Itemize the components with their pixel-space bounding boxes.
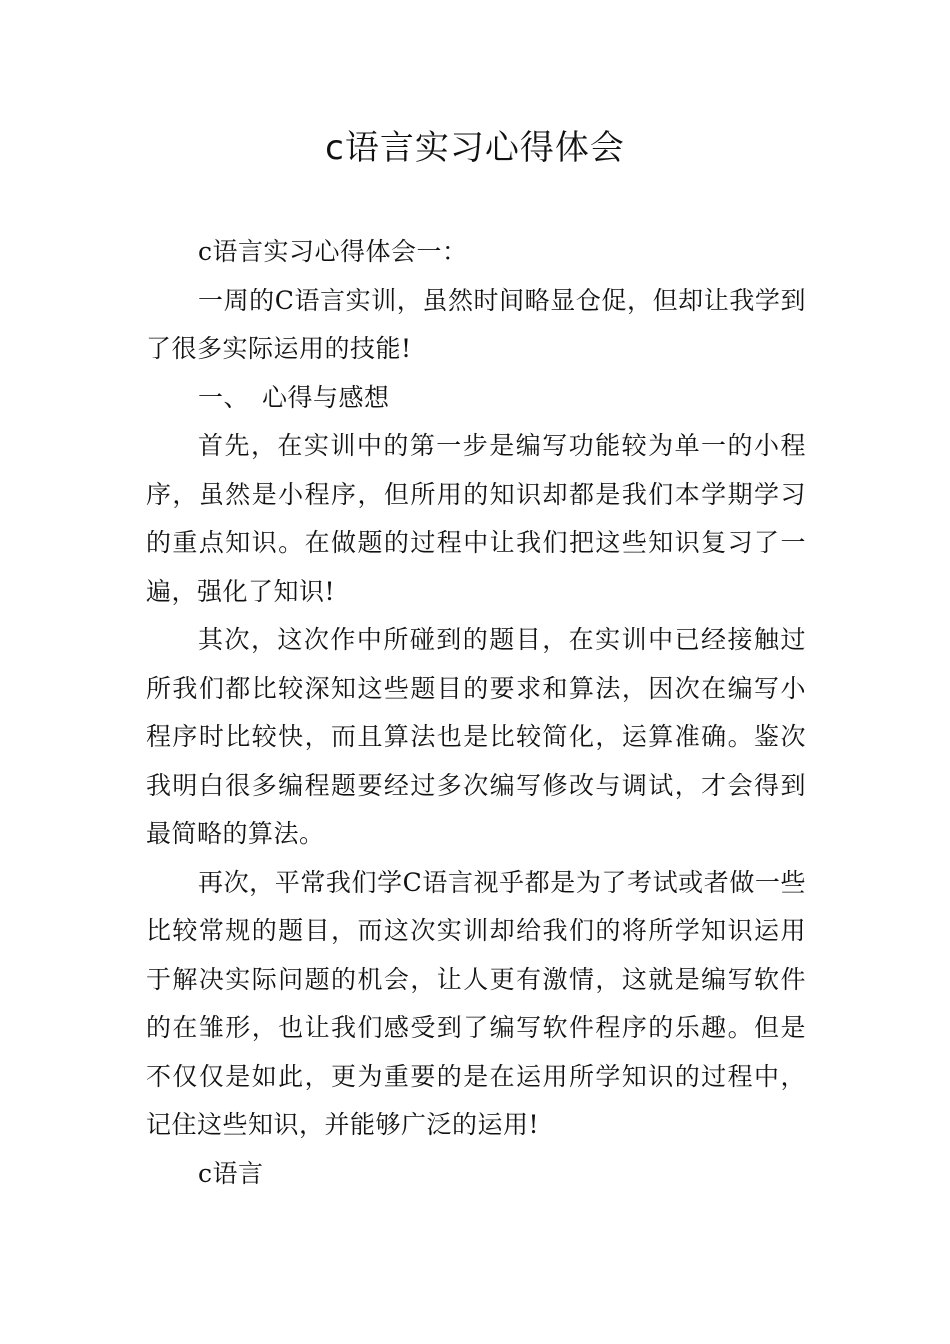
document-body	[146, 228, 806, 1198]
paragraph-trailing: c语言	[198, 1158, 264, 1188]
section-heading-text: 心得与感想	[262, 382, 390, 412]
paragraph-first: 首先，在实训中的第一步是编写功能较为单一的小程序，虽然是小程序，但所用的知识却都是我们本学期学习的重点知识。在做题的过程中让我们把这些知识复习了一遍，强化了知识!	[146, 431, 806, 606]
paragraph-third: 再次，平常我们学C语言视乎都是为了考试或者做一些比较常规的题目，而这次实训却给我们的将所学知识运用于解决实际问题的机会，让人更有激情，这就是编写软件的在雏形，也让我们感受到了编写软件程序的乐趣。但是不仅仅是如此，更为重要的是在运用所学知识的过程中，记住这些知识，并能够广泛的运用!	[146, 867, 806, 1139]
section-heading-number: 一、	[198, 382, 250, 412]
section-intro: c语言实习心得体会一：	[198, 237, 468, 266]
section-heading	[146, 374, 806, 423]
paragraph-overview: 一周的C语言实训，虽然时间略显仓促，但却让我学到了很多实际运用的技能!	[146, 285, 806, 363]
paragraph-second: 其次，这次作中所碰到的题目，在实训中已经接触过所我们都比较深知这些题目的要求和算法，因次在编写小程序时比较快，而且算法也是比较简化，运算准确。鉴次我明白很多编程题要经过多次编写修改与调试，才会得到最简略的算法。	[146, 625, 806, 848]
document-title: c语言实习心得体会	[325, 128, 625, 168]
